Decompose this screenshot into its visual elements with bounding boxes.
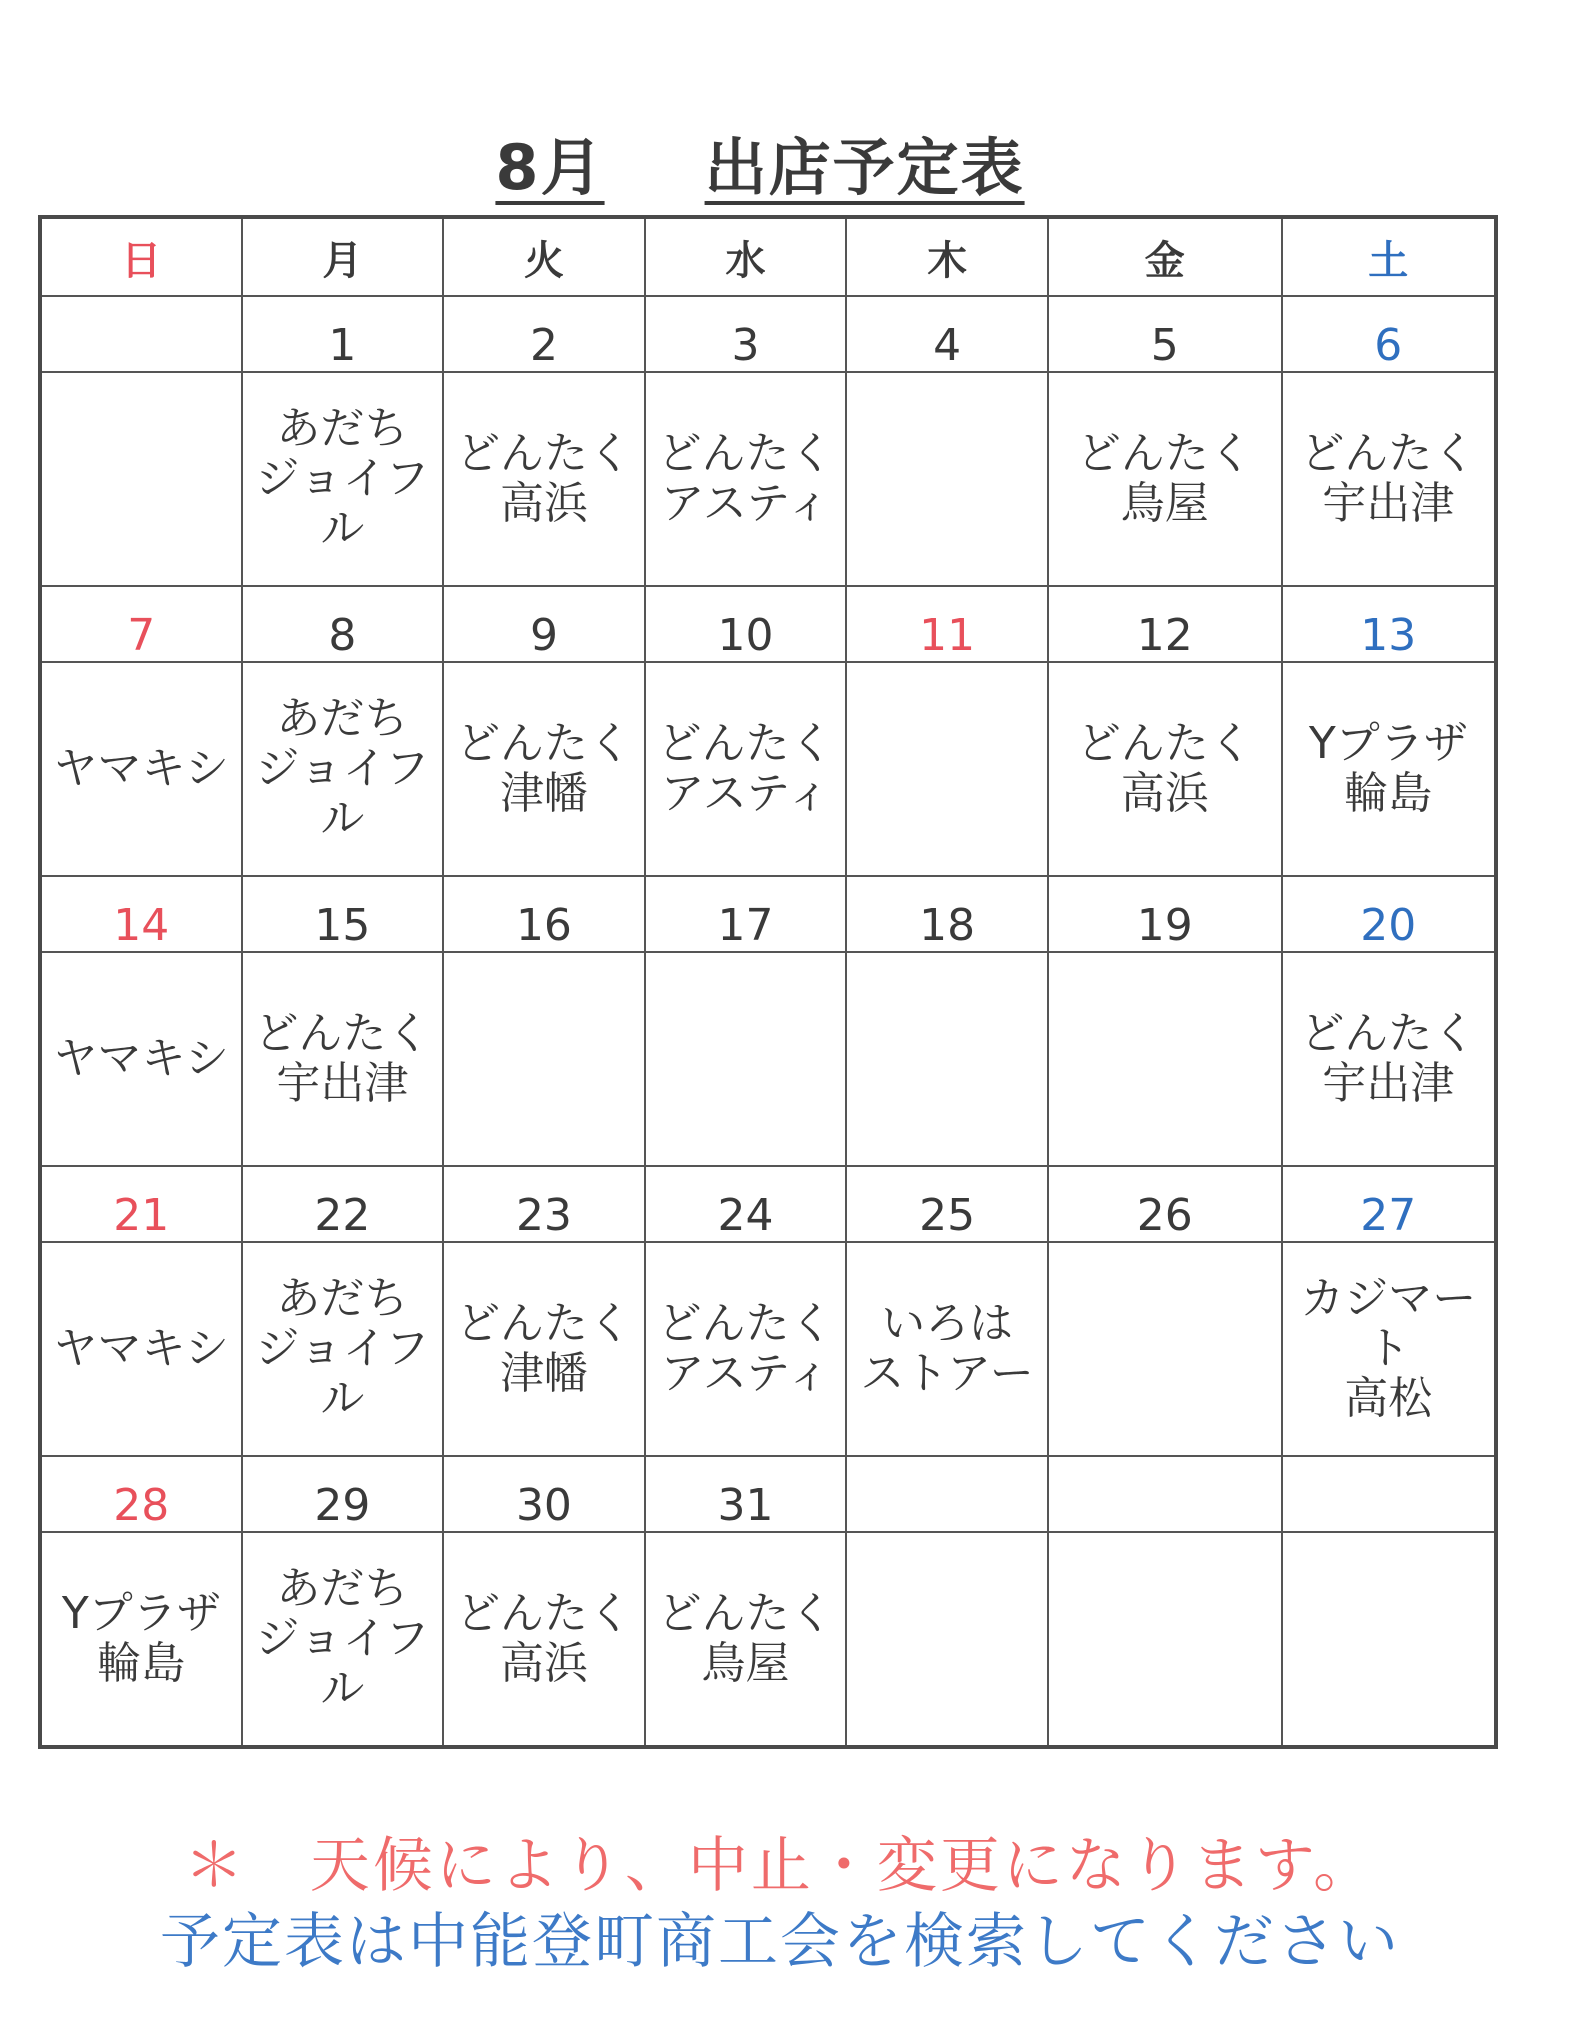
schedule-cell [1282, 1532, 1496, 1747]
schedule-row [40, 1532, 1496, 1747]
store-name-line: どんたく [657, 718, 834, 769]
schedule-cell [443, 1242, 645, 1456]
weekday-sun: 日 [40, 217, 242, 296]
date-row [40, 586, 1496, 662]
schedule-row [40, 372, 1496, 586]
store-name-line: どんたく [1300, 1008, 1477, 1059]
schedule-cell [40, 662, 242, 876]
store-name-line: どんたく [455, 1588, 632, 1639]
date-cell [40, 296, 242, 372]
schedule-cell [40, 1532, 242, 1747]
date-cell: 8 [242, 586, 444, 662]
store-name-line: ヤマキシ [53, 1033, 230, 1084]
calendar-table [38, 215, 1498, 1749]
store-name-line: どんたく [1300, 428, 1477, 479]
weekday-sat: 土 [1282, 217, 1496, 296]
store-name-line: どんたく [455, 1298, 632, 1349]
weekday-wed: 水 [645, 217, 847, 296]
schedule-cell [645, 1532, 847, 1747]
schedule-cell [645, 952, 847, 1166]
schedule-cell [1282, 952, 1496, 1166]
store-name-line: どんたく [657, 1588, 834, 1639]
schedule-cell [1048, 1242, 1282, 1456]
page-title [0, 118, 1520, 207]
store-name-line: ジョイフル [255, 743, 430, 844]
date-row [40, 1456, 1496, 1532]
store-name-line: 宇出津 [1322, 1058, 1455, 1109]
schedule-cell [242, 662, 444, 876]
schedule-cell [1048, 372, 1282, 586]
date-row [40, 296, 1496, 372]
date-row [40, 1166, 1496, 1242]
date-cell: 16 [443, 876, 645, 952]
store-name-line: どんたく [657, 1298, 834, 1349]
schedule-cell [1048, 662, 1282, 876]
date-cell: 2 [443, 296, 645, 372]
date-cell: 24 [645, 1166, 847, 1242]
date-cell: 25 [846, 1166, 1048, 1242]
search-note: 予定表は中能登町商工会を検索してください [160, 1907, 1400, 1977]
weekday-mon: 月 [242, 217, 444, 296]
store-name-line: ヤマキシ [53, 1323, 230, 1374]
store-name-line: 津幡 [499, 768, 588, 819]
store-name-line: いろは [881, 1298, 1014, 1349]
date-cell: 4 [846, 296, 1048, 372]
date-cell: 1 [242, 296, 444, 372]
date-cell: 14 [40, 876, 242, 952]
schedule-cell [443, 662, 645, 876]
date-cell: 11 [846, 586, 1048, 662]
store-name-line: あだち [276, 693, 409, 744]
date-cell: 31 [645, 1456, 847, 1532]
store-name-line: 高浜 [499, 1638, 588, 1689]
store-name-line: どんたく [1076, 428, 1253, 479]
store-name-line: どんたく [657, 428, 834, 479]
date-cell: 10 [645, 586, 847, 662]
schedule-cell [40, 952, 242, 1166]
date-cell: 28 [40, 1456, 242, 1532]
date-row [40, 876, 1496, 952]
date-cell: 13 [1282, 586, 1496, 662]
schedule-cell [1048, 952, 1282, 1166]
store-name-line: どんたく [455, 428, 632, 479]
schedule-cell [645, 1242, 847, 1456]
schedule-cell [846, 952, 1048, 1166]
title-text: 出店予定表 [704, 131, 1025, 204]
schedule-cell [242, 1532, 444, 1747]
date-cell [846, 1456, 1048, 1532]
schedule-cell [1282, 1242, 1496, 1456]
schedule-cell [443, 952, 645, 1166]
store-name-line: どんたく [455, 718, 632, 769]
store-name-line: あだち [276, 1273, 409, 1324]
store-name-line: ジョイフル [255, 1613, 430, 1714]
date-cell: 27 [1282, 1166, 1496, 1242]
schedule-cell [1048, 1532, 1282, 1747]
date-cell: 29 [242, 1456, 444, 1532]
store-name-line: 鳥屋 [701, 1638, 790, 1689]
weather-note: ＊ 天候により、中止・変更になります。 [183, 1831, 1377, 1901]
schedule-cell [645, 372, 847, 586]
store-name-line: 高松 [1344, 1373, 1433, 1424]
date-cell: 30 [443, 1456, 645, 1532]
date-cell: 5 [1048, 296, 1282, 372]
store-name-line: 宇出津 [276, 1058, 409, 1109]
schedule-cell [846, 662, 1048, 876]
date-cell: 21 [40, 1166, 242, 1242]
store-name-line: ジョイフル [255, 1323, 430, 1424]
store-name-line: ヤマキシ [53, 743, 230, 794]
date-cell: 22 [242, 1166, 444, 1242]
store-name-line: カジマート [1300, 1273, 1477, 1374]
date-cell [1048, 1456, 1282, 1532]
schedule-cell [443, 1532, 645, 1747]
schedule-cell [242, 952, 444, 1166]
store-name-line: Yプラザ [61, 1588, 221, 1639]
schedule-cell [1282, 662, 1496, 876]
store-name-line: ストアー [860, 1348, 1034, 1399]
schedule-cell [443, 372, 645, 586]
store-name-line: 高浜 [1120, 768, 1209, 819]
schedule-row [40, 662, 1496, 876]
store-name-line: 高浜 [499, 478, 588, 529]
weekday-fri: 金 [1048, 217, 1282, 296]
store-name-line: 輪島 [97, 1638, 186, 1689]
date-cell: 20 [1282, 876, 1496, 952]
weekday-header-row [40, 217, 1496, 296]
store-name-line: 鳥屋 [1120, 478, 1209, 529]
title-month: 8月 [495, 131, 605, 204]
schedule-cell [242, 1242, 444, 1456]
schedule-cell [40, 372, 242, 586]
weekday-tue: 火 [443, 217, 645, 296]
date-cell: 19 [1048, 876, 1282, 952]
schedule-cell [242, 372, 444, 586]
date-cell [1282, 1456, 1496, 1532]
store-name-line: ジョイフル [255, 453, 430, 554]
schedule-row [40, 952, 1496, 1166]
store-name-line: どんたく [1076, 718, 1253, 769]
date-cell: 26 [1048, 1166, 1282, 1242]
calendar-weeks [40, 296, 1496, 1747]
date-cell: 7 [40, 586, 242, 662]
schedule-cell [1282, 372, 1496, 586]
store-name-line: 宇出津 [1322, 478, 1455, 529]
store-name-line: あだち [276, 1563, 409, 1614]
date-cell: 9 [443, 586, 645, 662]
date-cell: 12 [1048, 586, 1282, 662]
schedule-cell [40, 1242, 242, 1456]
date-cell: 23 [443, 1166, 645, 1242]
date-cell: 3 [645, 296, 847, 372]
store-name-line: あだち [276, 403, 409, 454]
date-cell: 6 [1282, 296, 1496, 372]
schedule-cell [846, 1242, 1048, 1456]
store-name-line: アスティ [660, 1348, 831, 1399]
store-name-line: 輪島 [1344, 768, 1433, 819]
schedule-cell [846, 372, 1048, 586]
schedule-cell [645, 662, 847, 876]
schedule-cell [846, 1532, 1048, 1747]
weekday-thu: 木 [846, 217, 1048, 296]
date-cell: 15 [242, 876, 444, 952]
store-name-line: どんたく [254, 1008, 431, 1059]
store-name-line: Yプラザ [1308, 718, 1468, 769]
schedule-row [40, 1242, 1496, 1456]
date-cell: 18 [846, 876, 1048, 952]
date-cell: 17 [645, 876, 847, 952]
store-name-line: アスティ [660, 768, 831, 819]
store-name-line: アスティ [660, 478, 831, 529]
store-name-line: 津幡 [499, 1348, 588, 1399]
